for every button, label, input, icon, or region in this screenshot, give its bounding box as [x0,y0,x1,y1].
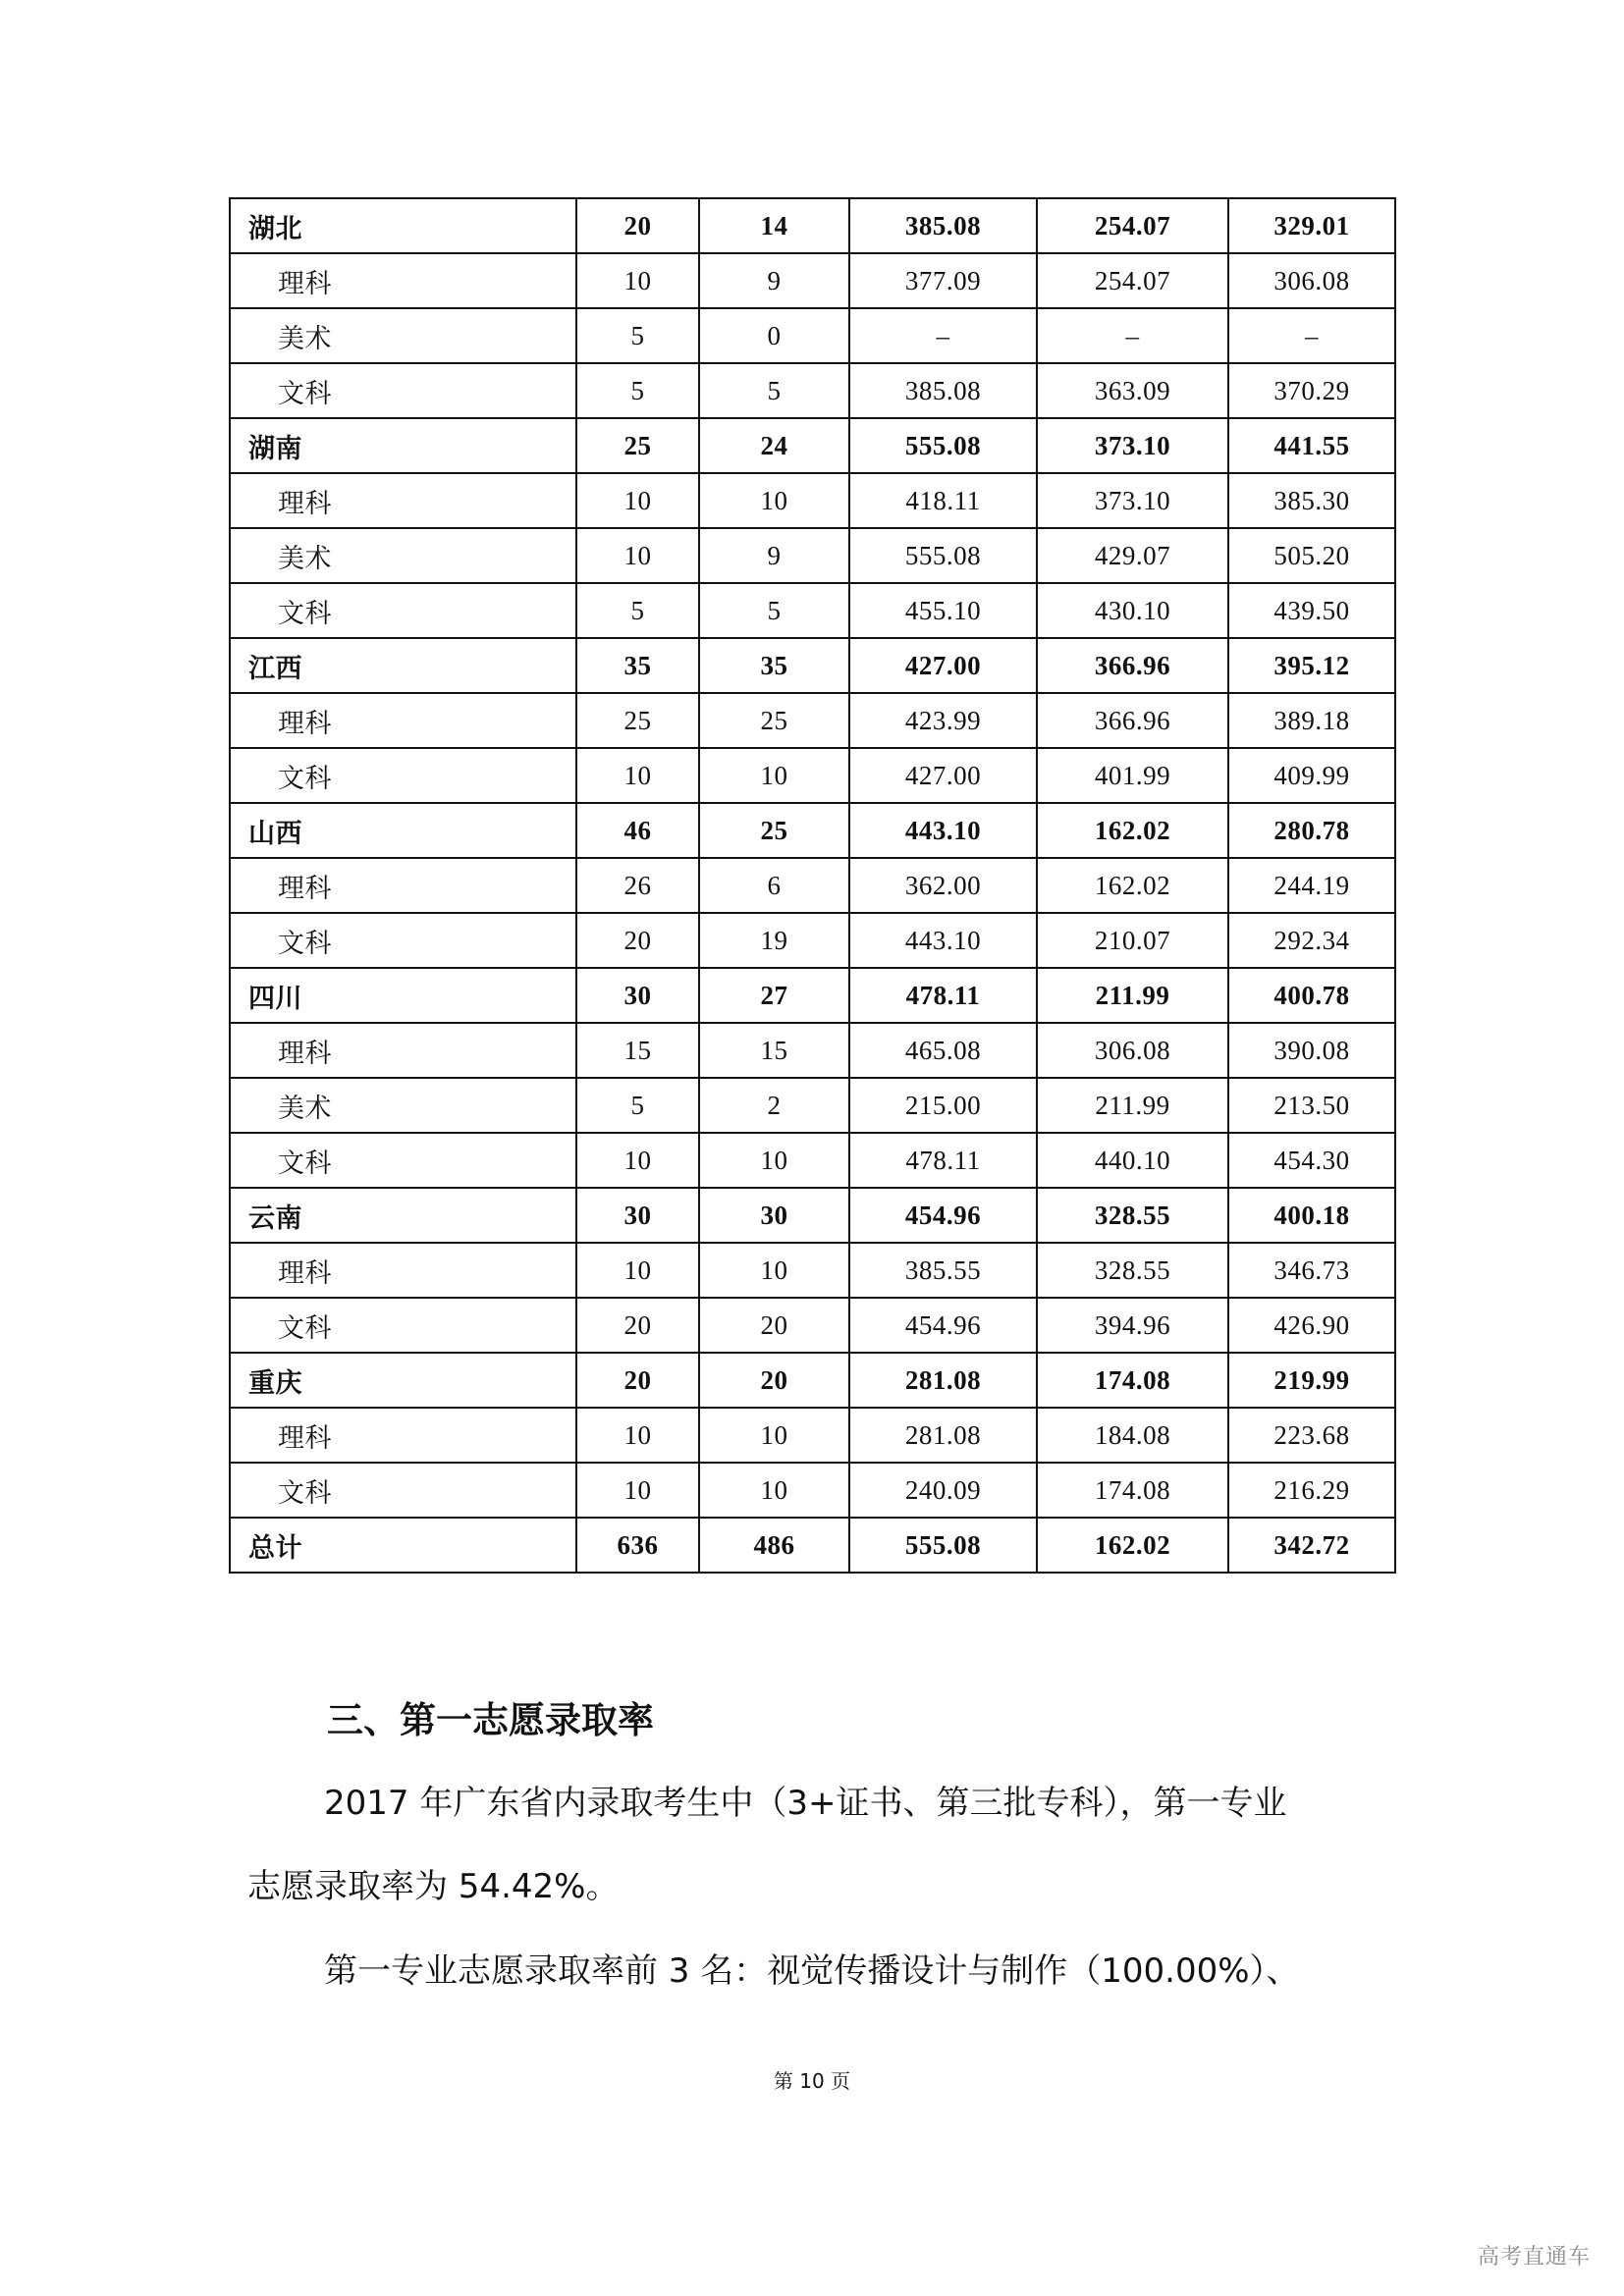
table-body [230,198,1395,1573]
max-score-cell: 454.96 [849,1298,1037,1353]
plan-count-cell: 10 [576,1463,699,1518]
min-score-cell: 162.02 [1037,858,1228,913]
plan-count-cell: 25 [576,693,699,748]
min-score-cell: 373.10 [1037,418,1228,473]
plan-count-cell: 5 [576,583,699,638]
avg-score-cell: 409.99 [1228,748,1395,803]
min-score-cell: 184.08 [1037,1408,1228,1463]
max-score-cell: 240.09 [849,1463,1037,1518]
max-score-cell: 377.09 [849,253,1037,308]
avg-score-cell: 390.08 [1228,1023,1395,1078]
province-or-track-cell: 理科 [230,693,576,748]
avg-score-cell: 370.29 [1228,363,1395,418]
max-score-cell: 281.08 [849,1353,1037,1408]
table-row-sub [230,308,1395,363]
province-or-track-cell: 云南 [230,1188,576,1243]
plan-count-cell: 20 [576,1298,699,1353]
table-row-sub [230,528,1395,583]
table-row-sub [230,1023,1395,1078]
max-score-cell: 555.08 [849,1518,1037,1573]
avg-score-cell: 342.72 [1228,1518,1395,1573]
watermark: 高考直通车 [1478,2245,1592,2269]
max-score-cell: 215.00 [849,1078,1037,1133]
max-score-cell: 385.08 [849,363,1037,418]
page-number: 第 10 页 [773,2069,851,2093]
admitted-count-cell: 10 [699,1133,849,1188]
plan-count-cell: 10 [576,748,699,803]
province-or-track-cell: 四川 [230,968,576,1023]
min-score-cell: 366.96 [1037,638,1228,693]
max-score-cell: 385.55 [849,1243,1037,1298]
min-score-cell: 328.55 [1037,1243,1228,1298]
plan-count-cell: 10 [576,528,699,583]
province-or-track-cell: 山西 [230,803,576,858]
table-row-sub [230,858,1395,913]
table-row-sub [230,1078,1395,1133]
avg-score-cell: 389.18 [1228,693,1395,748]
province-or-track-cell: 文科 [230,748,576,803]
min-score-cell: 430.10 [1037,583,1228,638]
table-row-sub [230,913,1395,968]
province-or-track-cell: 文科 [230,363,576,418]
table-row-group [230,1353,1395,1408]
admitted-count-cell: 10 [699,1243,849,1298]
table-row-sub [230,583,1395,638]
avg-score-cell: – [1228,308,1395,363]
table-row-sub [230,693,1395,748]
province-or-track-cell: 文科 [230,583,576,638]
province-or-track-cell: 理科 [230,1408,576,1463]
admitted-count-cell: 9 [699,253,849,308]
plan-count-cell: 30 [576,1188,699,1243]
admitted-count-cell: 20 [699,1298,849,1353]
min-score-cell: 211.99 [1037,968,1228,1023]
plan-count-cell: 10 [576,473,699,528]
plan-count-cell: 5 [576,1078,699,1133]
avg-score-cell: 400.78 [1228,968,1395,1023]
table-row-sub [230,253,1395,308]
admitted-count-cell: 5 [699,583,849,638]
paragraph-line-3: 第一专业志愿录取率前 3 名：视觉传播设计与制作（100.00%）、 [324,1951,1300,1991]
plan-count-cell: 35 [576,638,699,693]
min-score-cell: 254.07 [1037,198,1228,253]
max-score-cell: 423.99 [849,693,1037,748]
min-score-cell: – [1037,308,1228,363]
plan-count-cell: 20 [576,1353,699,1408]
province-or-track-cell: 文科 [230,1133,576,1188]
province-or-track-cell: 理科 [230,473,576,528]
province-or-track-cell: 文科 [230,1463,576,1518]
province-or-track-cell: 文科 [230,913,576,968]
min-score-cell: 429.07 [1037,528,1228,583]
province-or-track-cell: 理科 [230,1023,576,1078]
table-row-sub [230,1298,1395,1353]
avg-score-cell: 292.34 [1228,913,1395,968]
plan-count-cell: 10 [576,1243,699,1298]
table-row-group [230,803,1395,858]
min-score-cell: 162.02 [1037,1518,1228,1573]
admitted-count-cell: 15 [699,1023,849,1078]
table-row-group [230,418,1395,473]
min-score-cell: 373.10 [1037,473,1228,528]
plan-count-cell: 10 [576,1408,699,1463]
avg-score-cell: 244.19 [1228,858,1395,913]
max-score-cell: 443.10 [849,913,1037,968]
avg-score-cell: 426.90 [1228,1298,1395,1353]
avg-score-cell: 441.55 [1228,418,1395,473]
avg-score-cell: 280.78 [1228,803,1395,858]
table-row-sub [230,1408,1395,1463]
table-row-group [230,968,1395,1023]
plan-count-cell: 46 [576,803,699,858]
max-score-cell: 478.11 [849,1133,1037,1188]
admitted-count-cell: 10 [699,748,849,803]
province-or-track-cell: 理科 [230,253,576,308]
province-or-track-cell: 美术 [230,528,576,583]
max-score-cell: 427.00 [849,748,1037,803]
admitted-count-cell: 25 [699,693,849,748]
admitted-count-cell: 0 [699,308,849,363]
min-score-cell: 363.09 [1037,363,1228,418]
min-score-cell: 174.08 [1037,1353,1228,1408]
table-row-sub [230,363,1395,418]
plan-count-cell: 20 [576,198,699,253]
plan-count-cell: 5 [576,308,699,363]
min-score-cell: 162.02 [1037,803,1228,858]
table-row-group [230,198,1395,253]
max-score-cell: 281.08 [849,1408,1037,1463]
max-score-cell: 385.08 [849,198,1037,253]
paragraph-line-2: 志愿录取率为 54.42%。 [247,1867,620,1906]
plan-count-cell: 26 [576,858,699,913]
admitted-count-cell: 6 [699,858,849,913]
admitted-count-cell: 10 [699,1408,849,1463]
avg-score-cell: 454.30 [1228,1133,1395,1188]
min-score-cell: 254.07 [1037,253,1228,308]
province-or-track-cell: 重庆 [230,1353,576,1408]
paragraph-line-1: 2017 年广东省内录取考生中（3+证书、第三批专科），第一专业 [324,1784,1287,1823]
admitted-count-cell: 35 [699,638,849,693]
plan-count-cell: 20 [576,913,699,968]
plan-count-cell: 636 [576,1518,699,1573]
max-score-cell: 443.10 [849,803,1037,858]
plan-count-cell: 10 [576,1133,699,1188]
min-score-cell: 210.07 [1037,913,1228,968]
admitted-count-cell: 19 [699,913,849,968]
max-score-cell: 465.08 [849,1023,1037,1078]
max-score-cell: 555.08 [849,528,1037,583]
avg-score-cell: 439.50 [1228,583,1395,638]
province-or-track-cell: 理科 [230,1243,576,1298]
min-score-cell: 174.08 [1037,1463,1228,1518]
admission-score-table [229,197,1396,1574]
min-score-cell: 366.96 [1037,693,1228,748]
avg-score-cell: 306.08 [1228,253,1395,308]
province-or-track-cell: 美术 [230,1078,576,1133]
max-score-cell: 555.08 [849,418,1037,473]
min-score-cell: 306.08 [1037,1023,1228,1078]
plan-count-cell: 5 [576,363,699,418]
avg-score-cell: 400.18 [1228,1188,1395,1243]
avg-score-cell: 216.29 [1228,1463,1395,1518]
max-score-cell: 454.96 [849,1188,1037,1243]
admitted-count-cell: 30 [699,1188,849,1243]
max-score-cell: 362.00 [849,858,1037,913]
plan-count-cell: 15 [576,1023,699,1078]
avg-score-cell: 395.12 [1228,638,1395,693]
table-row-sub [230,1133,1395,1188]
province-or-track-cell: 美术 [230,308,576,363]
province-or-track-cell: 湖南 [230,418,576,473]
table-row-sub [230,1243,1395,1298]
avg-score-cell: 385.30 [1228,473,1395,528]
min-score-cell: 401.99 [1037,748,1228,803]
admitted-count-cell: 9 [699,528,849,583]
avg-score-cell: 505.20 [1228,528,1395,583]
admitted-count-cell: 2 [699,1078,849,1133]
province-or-track-cell: 理科 [230,858,576,913]
plan-count-cell: 30 [576,968,699,1023]
province-or-track-cell: 总计 [230,1518,576,1573]
table-row-group [230,1188,1395,1243]
max-score-cell: 418.11 [849,473,1037,528]
plan-count-cell: 25 [576,418,699,473]
avg-score-cell: 219.99 [1228,1353,1395,1408]
max-score-cell: 455.10 [849,583,1037,638]
admitted-count-cell: 10 [699,1463,849,1518]
avg-score-cell: 346.73 [1228,1243,1395,1298]
table-row-sub [230,1463,1395,1518]
province-or-track-cell: 江西 [230,638,576,693]
max-score-cell: – [849,308,1037,363]
table-row-sub [230,473,1395,528]
max-score-cell: 427.00 [849,638,1037,693]
avg-score-cell: 329.01 [1228,198,1395,253]
admitted-count-cell: 5 [699,363,849,418]
admitted-count-cell: 25 [699,803,849,858]
avg-score-cell: 213.50 [1228,1078,1395,1133]
admitted-count-cell: 24 [699,418,849,473]
table-row-group [230,638,1395,693]
admitted-count-cell: 27 [699,968,849,1023]
avg-score-cell: 223.68 [1228,1408,1395,1463]
admitted-count-cell: 486 [699,1518,849,1573]
province-or-track-cell: 文科 [230,1298,576,1353]
max-score-cell: 478.11 [849,968,1037,1023]
section-heading: 三、第一志愿录取率 [327,1699,654,1741]
table-row-group [230,1518,1395,1573]
admitted-count-cell: 20 [699,1353,849,1408]
table-row-sub [230,748,1395,803]
admitted-count-cell: 10 [699,473,849,528]
admitted-count-cell: 14 [699,198,849,253]
min-score-cell: 211.99 [1037,1078,1228,1133]
plan-count-cell: 10 [576,253,699,308]
province-or-track-cell: 湖北 [230,198,576,253]
min-score-cell: 394.96 [1037,1298,1228,1353]
min-score-cell: 328.55 [1037,1188,1228,1243]
min-score-cell: 440.10 [1037,1133,1228,1188]
